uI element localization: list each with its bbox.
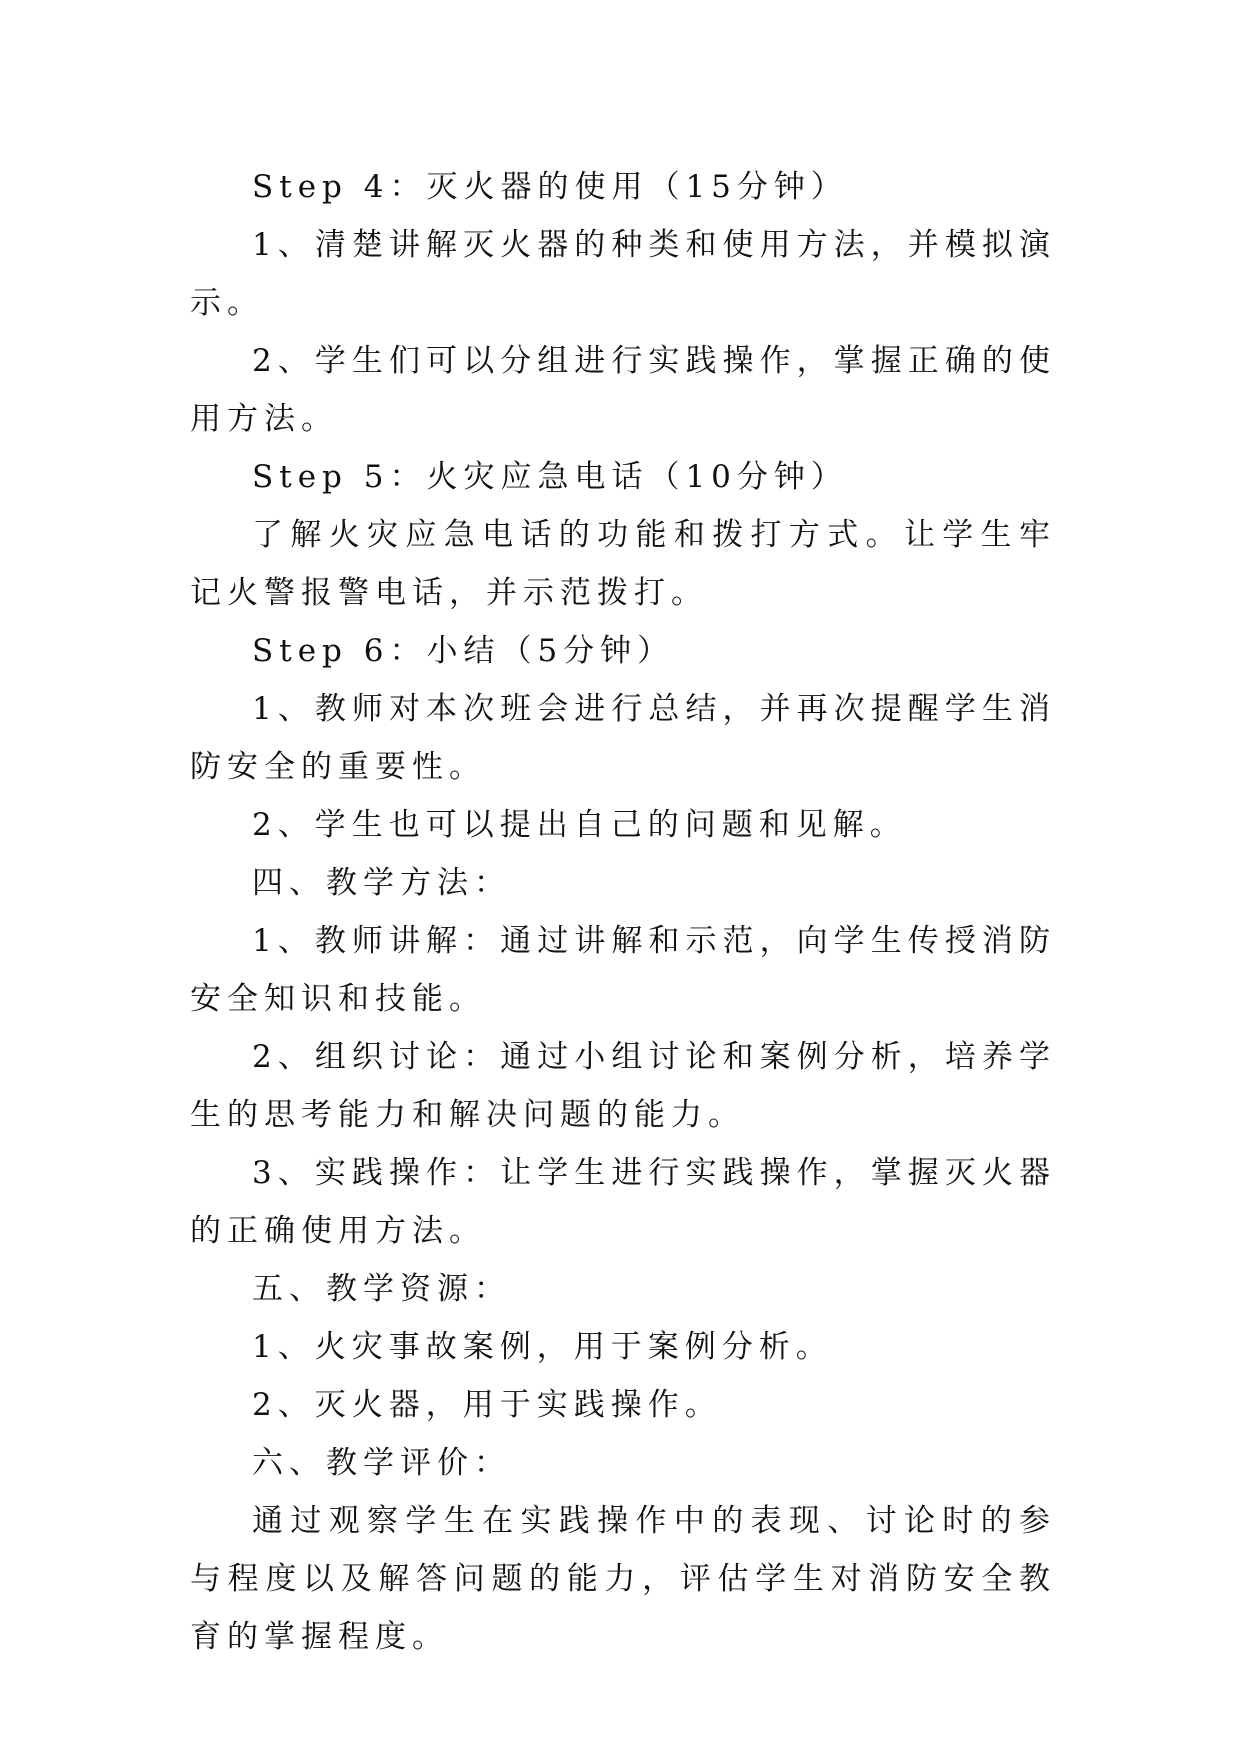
teaching-evaluation-body: 通过观察学生在实践操作中的表现、讨论时的参与程度以及解答问题的能力，评估学生对消防安全教育的掌握程度。 [190,1503,1056,1655]
section-teaching-resources-heading: 五、教学资源： [252,1271,511,1307]
teaching-resource-1: 1、火灾事故案例，用于案例分析。 [252,1329,833,1365]
teaching-method-1: 1、教师讲解：通过讲解和示范，向学生传授消防安全知识和技能。 [190,923,1056,1017]
step6-heading: Step 6：小结（5分钟） [252,633,675,669]
document-body [190,158,1056,1666]
teaching-method-2: 2、组织讨论：通过小组讨论和案例分析，培养学生的思考能力和解决问题的能力。 [190,1039,1056,1133]
step6-item-2: 2、学生也可以提出自己的问题和见解。 [252,807,907,843]
step4-item-1: 1、清楚讲解灭火器的种类和使用方法，并模拟演示。 [190,227,1056,321]
section-teaching-evaluation-heading: 六、教学评价： [252,1445,511,1481]
step5-body: 了解火灾应急电话的功能和拨打方式。让学生牢记火警报警电话，并示范拨打。 [190,517,1056,611]
teaching-resource-2: 2、灭火器，用于实践操作。 [252,1387,722,1423]
step5-heading: Step 5：火灾应急电话（10分钟） [252,459,848,495]
step4-item-2: 2、学生们可以分组进行实践操作，掌握正确的使用方法。 [190,343,1056,437]
step6-item-1: 1、教师对本次班会进行总结，并再次提醒学生消防安全的重要性。 [190,691,1056,785]
step4-heading: Step 4：灭火器的使用（15分钟） [252,169,848,205]
section-teaching-methods-heading: 四、教学方法： [252,865,511,901]
teaching-method-3: 3、实践操作：让学生进行实践操作，掌握灭火器的正确使用方法。 [190,1155,1056,1249]
